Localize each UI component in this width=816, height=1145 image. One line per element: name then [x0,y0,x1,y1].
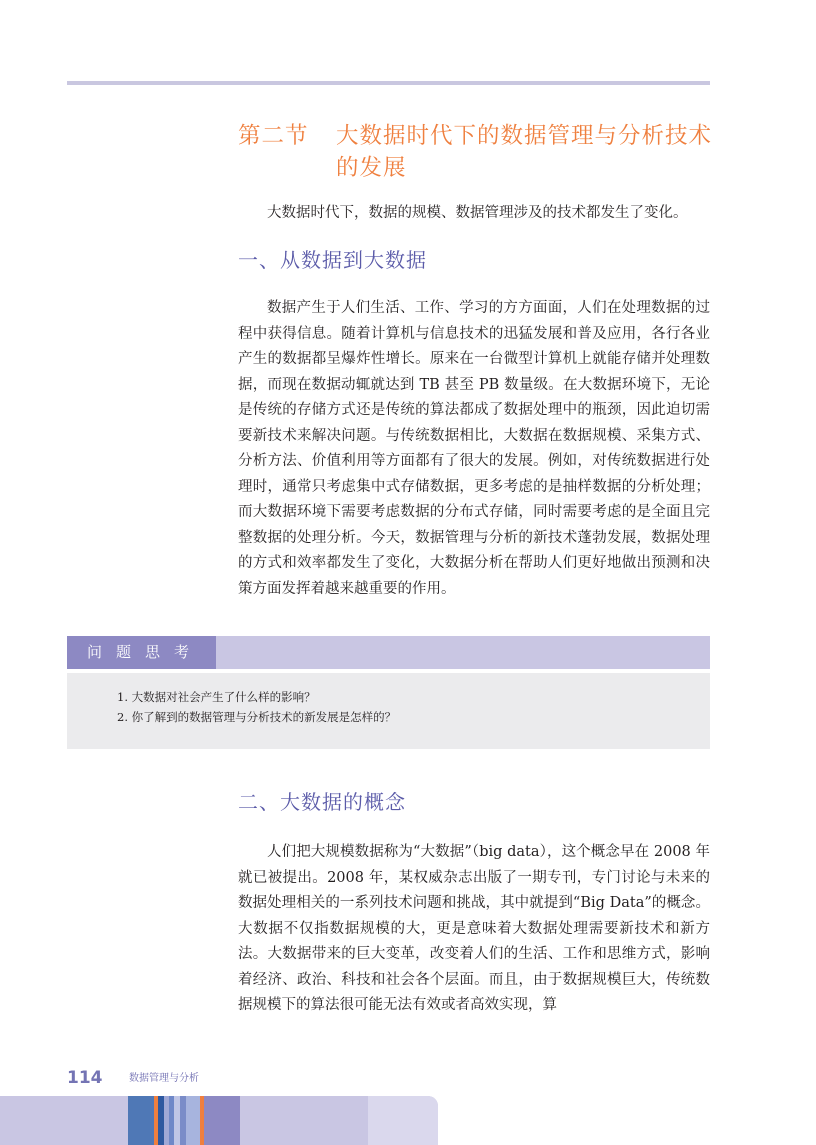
footer-stripe [186,1096,200,1145]
thinking-header-bar [67,636,710,669]
thinking-box [67,673,710,749]
footer-decorative-band [0,1096,438,1145]
top-rule [67,81,710,85]
book-title: 数据管理与分析 [129,1073,199,1084]
section-number: 第二节 [238,123,309,149]
thinking-label: 问题思考 [67,636,216,669]
heading-big-data-concept: 二、大数据的概念 [238,790,406,814]
paragraph-data-to-big-data: 数据产生于人们生活、工作、学习的方方面面，人们在处理数据的过程中获得信息。随着计算机与信息技术的迅猛发展和普及应用，各行各业产生的数据都呈爆炸性增长。原来在一台微型计算机上就能存储并处理数据，而现在数据动辄就达到 TB 甚至 PB 数量级。在大数据环境下，无论是传统的存储方式还是传统的算法都成了数据处理中的瓶颈，因此迫切需要新技术来解决问题。与传统数据相比，大数据在数据规模、采集方式、分析方法、价值利用等方面都有了很大的发展。例如，对传统数据进行处理时，通常只考虑集中式存储数据，更多考虑的是抽样数据的分析处理；而大数据环境下需要考虑数据的分布式存储，同时需要考虑的是全面且完整数据的处理分析。今天，数据管理与分析的新技术蓬勃发展，数据处理的方式和效率都发生了变化，大数据分析在帮助人们更好地做出预测和决策方面发挥着越来越重要的作用。 [238,300,710,597]
footer-stripe [128,1096,154,1145]
paragraph-big-data-concept: 人们把大规模数据称为“大数据”（big data），这个概念早在 2008 年就已被提出。2008 年，某权威杂志出版了一期专刊，专门讨论与未来的数据处理相关的一系列技术问题和挑战，其中就提到“Big Data”的概念。大数据不仅指数据规模的大，更是意味着大数据处理需要新技术和新方法。大数据带来的巨大变革，改变着人们的生活、工作和思维方式，影响着经济、政治、科技和社会各个层面。而且，由于数据规模巨大，传统数据规模下的算法很可能无法有效或者高效实现，算 [238,844,710,1013]
thinking-questions [117,687,396,727]
footer-stripe [204,1096,240,1145]
question-item: 1. 大数据对社会产生了什么样的影响？ [117,690,316,704]
heading-from-data-to-big-data: 一、从数据到大数据 [238,248,427,272]
question-item: 2. 你了解到的数据管理与分析技术的新发展是怎样的？ [117,710,397,724]
section-name: 大数据时代下的数据管理与分析技术的发展 [336,123,713,181]
footer-stripe [368,1096,438,1145]
intro-text: 大数据时代下，数据的规模、数据管理涉及的技术都发生了变化。 [267,205,688,221]
page-number: 114 [67,1068,103,1088]
